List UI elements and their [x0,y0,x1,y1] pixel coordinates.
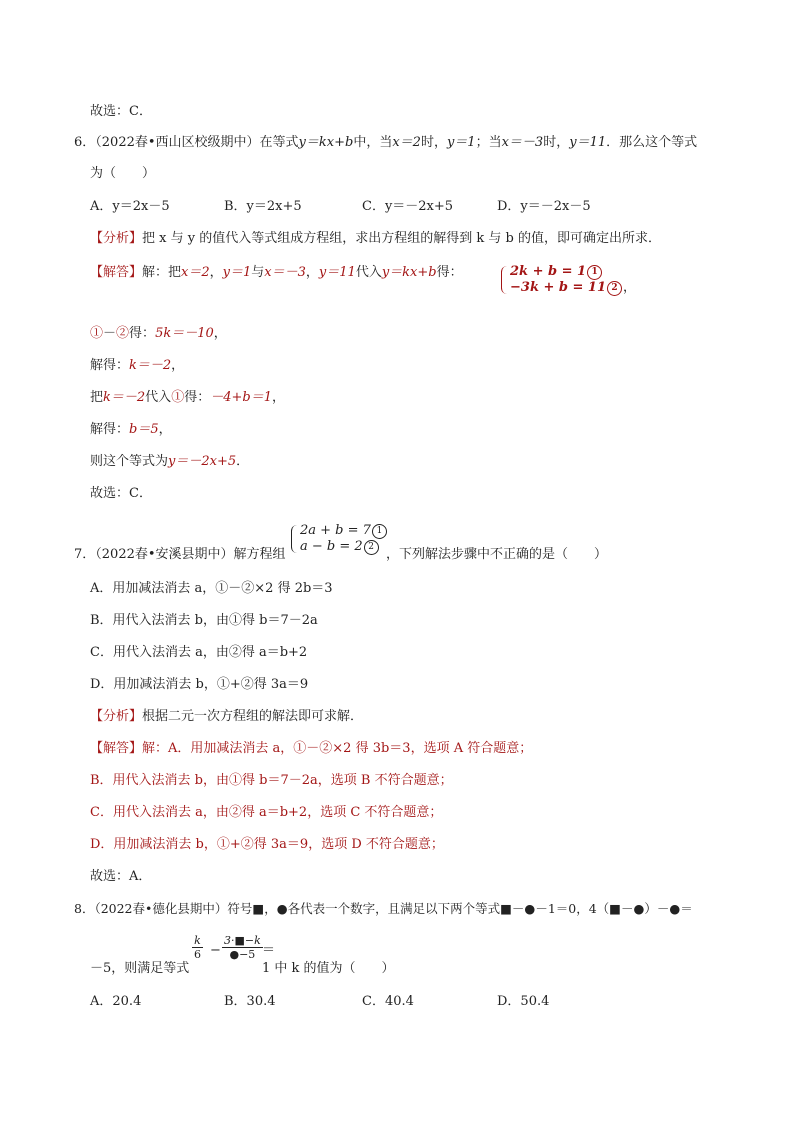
q6-step5: 则这个等式为y＝－2x+5． [90,454,250,469]
q7-equation-system: 2a + b = 7 1 a − b = 2 2 [290,523,388,555]
q7-answer: 故选：A． [90,869,152,884]
q7-option-d: D．用加减法消去 b，①+②得 3a＝9 [90,677,309,692]
q7-stem-b: ，下列解法步骤中不正确的是（ ） [386,547,608,562]
q8-fraction-2: $\frac{3\cdot■-k}{●-5}$ [224,934,261,961]
q6-equation-system: 2k + b = 1 1 −3k + b = 11 2 ， [500,264,636,296]
q6-step1: ①－②得：5k＝－10， [90,326,227,341]
q6-option-a: A．y＝2x－5 [90,199,170,214]
q5-answer: 故选：C． [90,104,152,119]
q6-stem: 6．（2022春•西山区校级期中）在等式y＝kx+b中，当x＝2时，y＝1；当x＝－3时，y＝11．那么这个等式 [74,135,698,150]
q6-step2: 解得：k＝－2， [90,358,185,373]
q6-option-c: C．y＝－2x+5 [362,199,454,214]
circled-2-icon: 2 [364,540,379,555]
q7-solution-line-3: C．用代入法消去 a，由②得 a＝b+2，选项 C 不符合题意； [90,805,443,820]
q7-stem-a: 7．（2022春•安溪县期中）解方程组 [74,547,286,562]
q7-solution-line-4: D．用加减法消去 b，①+②得 3a＝9，选项 D 不符合题意； [90,837,444,852]
q7-option-c: C．用代入法消去 a，由②得 a＝b+2 [90,645,308,660]
q8-stem-line2a: －5，则满足等式 [90,961,190,976]
q6-step3: 把k＝－2代入①得：－4+b＝1， [90,390,285,405]
q8-equals: ＝ [262,943,276,958]
q6-option-b: B．y＝2x+5 [224,199,302,214]
circled-1-icon: 1 [372,524,387,539]
q8-stem-line1: 8．（2022春•德化县期中）符号■，●各代表一个数字，且满足以下两个等式■－●－1＝0，4（■－●）－●＝ [74,901,693,916]
q6-solution-intro: 【解答】解：把x＝2，y＝1与x＝－3，y＝11代入y＝kx+b得： [90,265,463,280]
q7-option-a: A．用加减法消去 a，①－②×2 得 2b＝3 [90,581,333,596]
q7-option-b: B．用代入法消去 b，由①得 b＝7－2a [90,613,318,628]
q6-analysis: 【分析】把 x 与 y 的值代入等式组成方程组，求出方程组的解得到 k 与 b 的值，即可确定出所求． [90,231,661,246]
q8-option-c: C．40.4 [362,994,414,1009]
q7-solution-line-2: B．用代入法消去 b，由①得 b＝7－2a，选项 B 不符合题意； [90,773,453,788]
q6-step4: 解得：b＝5， [90,422,172,437]
circled-2-icon: 2 [607,281,622,296]
q6-stem-line2: 为（ ） [90,166,156,181]
q8-option-a: A．20.4 [90,994,142,1009]
q6-answer: 故选：C． [90,486,152,501]
circled-1-icon: 1 [587,265,602,280]
q8-fraction-1: $\frac{k}{6}$ [194,934,201,961]
q8-stem-line2b: 1 中 k 的值为（ ） [262,961,395,976]
q8-option-d: D．50.4 [497,994,550,1009]
q6-option-d: D．y＝－2x－5 [497,199,591,214]
q8-minus: − [210,943,221,958]
q7-solution-line-1: 【解答】解：A．用加减法消去 a，①－②×2 得 3b＝3，选项 A 符合题意； [90,741,533,756]
q8-option-b: B．30.4 [224,994,276,1009]
q7-analysis: 【分析】根据二元一次方程组的解法即可求解． [90,709,364,724]
